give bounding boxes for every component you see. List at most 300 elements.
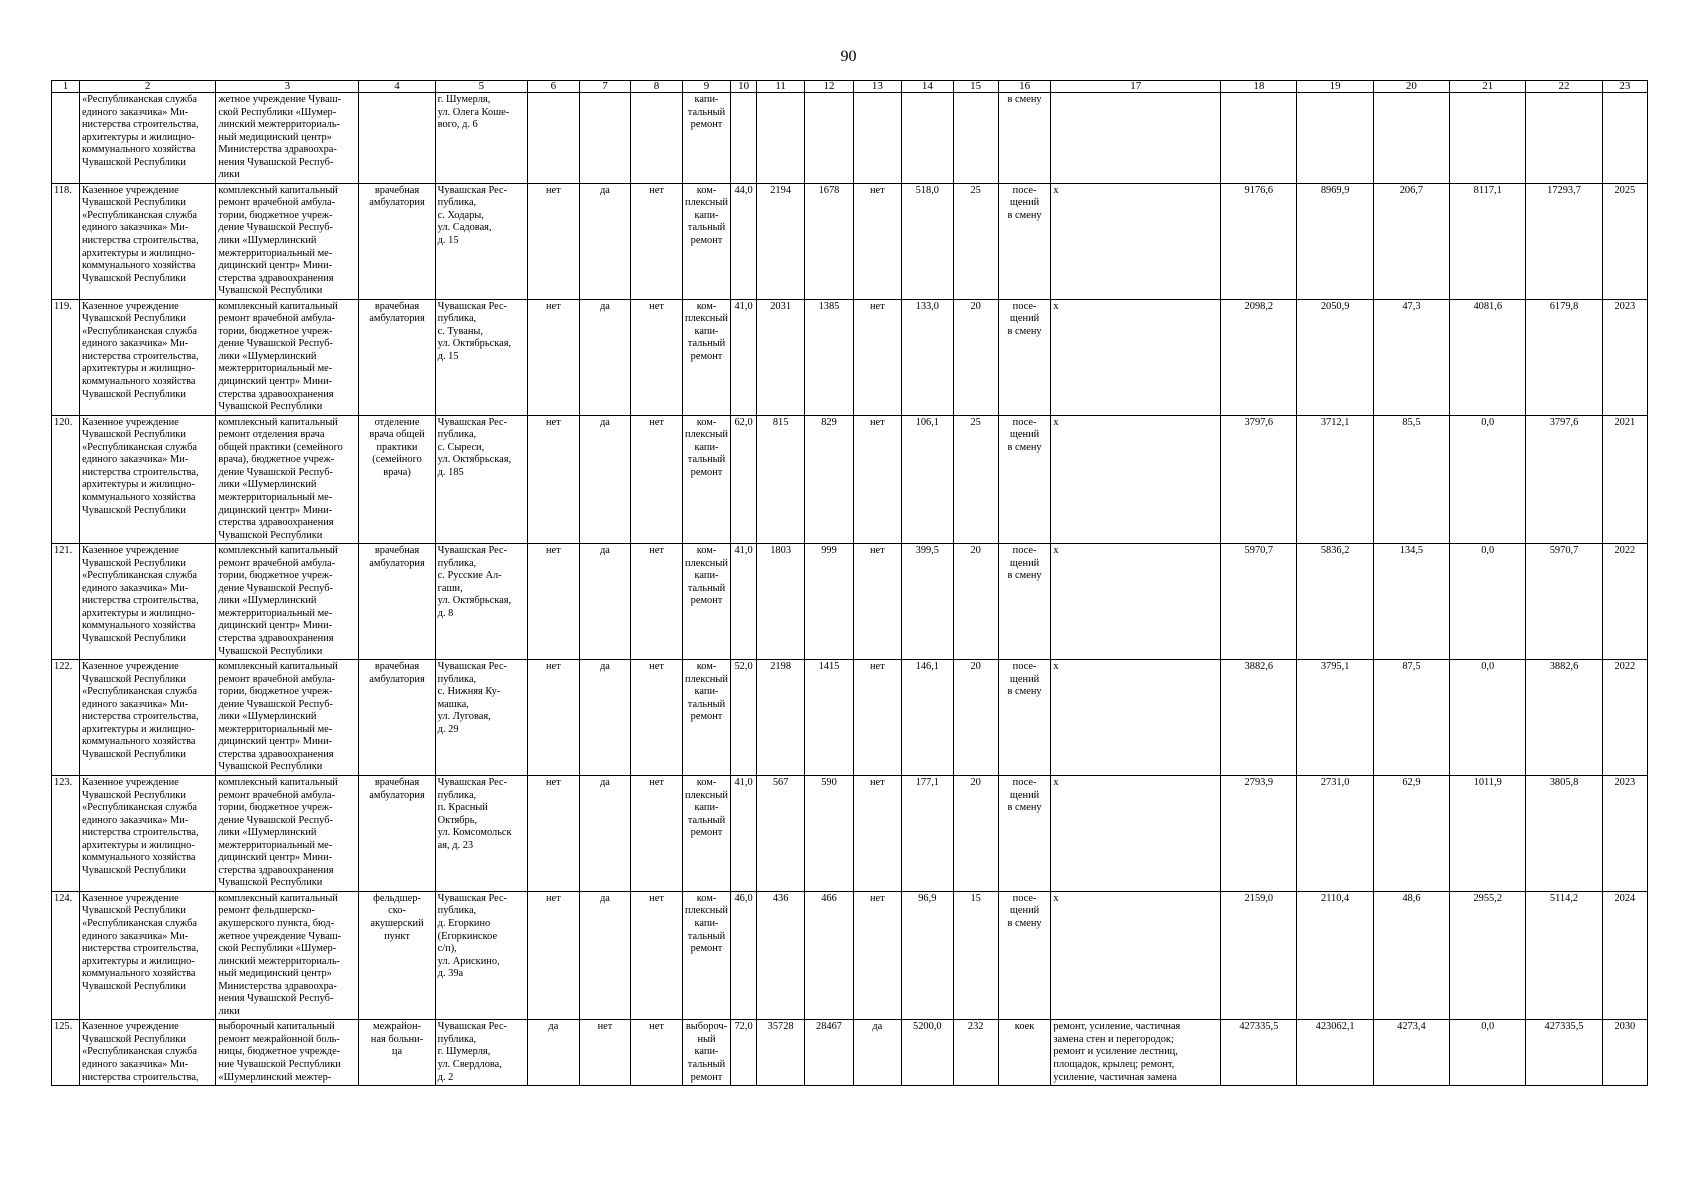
cell-text: 1011,9: [1473, 776, 1502, 788]
cell-text: 3797,6: [1244, 416, 1274, 428]
cell-col-18: [1221, 775, 1297, 891]
cell-text: 4081,6: [1473, 300, 1503, 312]
cell-text: врачебная амбулатория: [369, 545, 425, 569]
cell-text: 25: [970, 416, 981, 428]
cell-text: 8117,1: [1473, 184, 1502, 196]
cell-col-19: [1297, 891, 1373, 1019]
cell-col-21: [1450, 544, 1526, 660]
cell-col-15: [953, 775, 998, 891]
cell-text: 125.: [54, 1021, 73, 1033]
cell-text: посе- щений в смену: [1007, 416, 1042, 453]
cell-text: 20: [970, 776, 981, 788]
cell-col-10: [731, 660, 757, 776]
cell-col-14: [902, 775, 954, 891]
cell-text: 15: [970, 892, 981, 904]
cell-text: Казенное учреждение Чувашской Республики «Республиканская служба единого заказчика» Ми- нистерства строительства, архитектуры и жилищно- коммунального хозяйства Чувашской Республики: [81, 545, 199, 644]
cell-text: да: [599, 661, 610, 673]
cell-col-17: [1051, 299, 1221, 415]
cell-text: 423062,1: [1315, 1021, 1355, 1033]
cell-text: 1803: [770, 545, 792, 557]
cell-text: 829: [821, 416, 837, 428]
cell-col-17: [1051, 891, 1221, 1019]
cell-text: Казенное учреждение Чувашской Республики «Республиканская служба единого заказчика» Ми- нистерства строительства, архитектуры и жилищно- коммунального хозяйства Чувашской Республики: [81, 661, 199, 760]
cell-text: нет: [649, 892, 664, 904]
cell-text: 41,0: [734, 545, 753, 557]
cell-text: 120.: [54, 416, 73, 428]
cell-text: 1415: [818, 661, 840, 673]
cell-text: нет: [869, 661, 885, 673]
cell-text: в смену: [1007, 94, 1042, 105]
cell-col-17: [1051, 93, 1221, 184]
cell-col-12: [805, 415, 853, 543]
cell-col-22: [1526, 891, 1602, 1019]
cell-col-17: [1051, 660, 1221, 776]
cell-text: 20: [970, 300, 981, 312]
column-number-20: 20: [1373, 81, 1449, 93]
cell-text: 122.: [54, 661, 73, 673]
cell-text: капи- тальный ремонт: [687, 94, 726, 131]
cell-text: 25: [970, 184, 981, 196]
cell-text: да: [599, 184, 610, 196]
cell-text: 232: [967, 1021, 984, 1033]
cell-text: 3882,6: [1549, 661, 1579, 673]
cell-text: 3712,1: [1320, 416, 1350, 428]
cell-text: 2098,2: [1244, 300, 1274, 312]
column-number-10: 10: [731, 81, 757, 93]
cell-text: ком- плексный капи- тальный ремонт: [685, 416, 728, 478]
cell-col-17: [1051, 183, 1221, 299]
cell-text: 567: [772, 776, 789, 788]
cell-col-12: [805, 93, 853, 184]
cell-col-6: [528, 1020, 580, 1086]
cell-col-20: [1373, 544, 1449, 660]
cell-col-12: [805, 891, 853, 1019]
cell-text: посе- щений в смену: [1007, 184, 1042, 221]
cell-text: нет: [869, 416, 885, 428]
cell-text: 466: [821, 892, 837, 904]
cell-col-16: [998, 544, 1051, 660]
cell-text: ком- плексный капи- тальный ремонт: [685, 776, 728, 839]
cell-col-16: [998, 660, 1051, 776]
cell-text: нет: [546, 545, 561, 557]
cell-col-5: [435, 544, 527, 660]
cell-text: 2030: [1614, 1021, 1636, 1033]
cell-col-22: [1526, 775, 1602, 891]
cell-col-2: [79, 183, 215, 299]
cell-col-3: [216, 544, 359, 660]
cell-col-3: [216, 775, 359, 891]
cell-text: 5836,2: [1320, 545, 1350, 557]
cell-text: 1385: [818, 300, 840, 312]
cell-col-8: [631, 891, 683, 1019]
cell-col-14: [902, 1020, 954, 1086]
cell-text: нет: [869, 892, 885, 904]
table-row: [52, 1020, 1648, 1086]
cell-col-7: [579, 544, 631, 660]
cell-col-2: [79, 299, 215, 415]
cell-col-15: [953, 183, 998, 299]
cell-col-22: [1526, 299, 1602, 415]
cell-text: 2023: [1614, 300, 1636, 312]
cell-col-11: [756, 1020, 804, 1086]
cell-col-17: [1051, 775, 1221, 891]
cell-text: 0,0: [1481, 545, 1495, 557]
cell-col-7: [579, 299, 631, 415]
cell-col-22: [1526, 183, 1602, 299]
cell-text: Казенное учреждение Чувашской Республики «Республиканская служба единого заказчика» Ми- нистерства строительства, архитектуры и жилищно- коммунального хозяйства Чувашской Республики: [81, 184, 199, 284]
cell-col-9: [682, 660, 730, 776]
cell-col-10: [731, 183, 757, 299]
cell-text: да: [599, 892, 610, 904]
cell-text: да: [548, 1021, 559, 1033]
cell-col-4: [359, 415, 435, 543]
column-number-6: 6: [528, 81, 580, 93]
cell-text: х: [1053, 184, 1059, 196]
cell-col-14: [902, 183, 954, 299]
cell-text: 2110,4: [1321, 892, 1350, 904]
cell-text: межрайон- ная больни- ца: [370, 1021, 424, 1058]
cell-text: 5970,7: [1244, 545, 1274, 557]
cell-col-20: [1373, 775, 1449, 891]
cell-col-9: [682, 299, 730, 415]
cell-col-15: [953, 93, 998, 184]
cell-text: ремонт, усиление, частичная замена стен и перегородок; ремонт и усиление лестниц, площадок, крылец; ремонт, усиление, частичная замена: [1053, 1021, 1181, 1083]
cell-col-3: [216, 415, 359, 543]
cell-text: да: [872, 1021, 883, 1033]
cell-col-14: [902, 415, 954, 543]
cell-col-10: [731, 1020, 757, 1086]
cell-col-14: [902, 660, 954, 776]
cell-text: комплексный капитальный ремонт врачебной амбула- тории, бюджетное учреж- дение Чувашской Респуб- лики «Шумерлинский межтерриториальный ме- дицинский центр» Мини- стерства здравоохранения Чувашской Республики: [218, 661, 338, 773]
cell-text: врачебная амбулатория: [369, 661, 425, 685]
cell-col-9: [682, 891, 730, 1019]
cell-col-19: [1297, 1020, 1373, 1086]
cell-text: Чувашская Рес- публика, с. Русские Ал- гаши, ул. Октябрьская, д. 8: [437, 545, 512, 619]
cell-col-5: [435, 299, 527, 415]
cell-col-5: [435, 183, 527, 299]
cell-col-15: [953, 544, 998, 660]
cell-text: 427335,5: [1239, 1021, 1279, 1033]
capital-repair-table: [51, 80, 1648, 1086]
cell-text: 62,0: [734, 416, 753, 428]
cell-col-4: [359, 544, 435, 660]
cell-col-19: [1297, 415, 1373, 543]
cell-col-14: [902, 544, 954, 660]
cell-text: 2023: [1614, 776, 1636, 788]
cell-col-23: [1602, 891, 1647, 1019]
cell-text: 2022: [1614, 661, 1636, 673]
cell-text: посе- щений в смену: [1007, 545, 1042, 582]
cell-text: 3795,1: [1320, 661, 1350, 673]
column-number-2: 2: [79, 81, 215, 93]
cell-text: Казенное учреждение Чувашской Республики «Республиканская служба единого заказчика» Ми- нистерства строительства, архитектуры и жилищно- коммунального хозяйства Чувашской Республики: [81, 416, 199, 516]
cell-col-18: [1221, 660, 1297, 776]
cell-col-2: [79, 93, 215, 184]
cell-text: 1678: [818, 184, 840, 196]
cell-col-22: [1526, 660, 1602, 776]
cell-col-4: [359, 891, 435, 1019]
cell-col-16: [998, 299, 1051, 415]
cell-text: 6179,8: [1549, 300, 1579, 312]
cell-col-12: [805, 299, 853, 415]
column-number-3: 3: [216, 81, 359, 93]
cell-col-1: [52, 775, 80, 891]
cell-col-2: [79, 544, 215, 660]
cell-col-20: [1373, 660, 1449, 776]
cell-col-12: [805, 660, 853, 776]
cell-text: 47,3: [1402, 300, 1421, 312]
cell-col-9: [682, 93, 730, 184]
cell-col-17: [1051, 1020, 1221, 1086]
table-row: [52, 299, 1648, 415]
cell-col-6: [528, 775, 580, 891]
cell-col-6: [528, 415, 580, 543]
column-number-17: 17: [1051, 81, 1221, 93]
cell-col-17: [1051, 544, 1221, 660]
cell-text: 119.: [54, 300, 72, 312]
cell-col-6: [528, 544, 580, 660]
cell-text: посе- щений в смену: [1007, 300, 1042, 337]
column-number-22: 22: [1526, 81, 1602, 93]
cell-text: Чувашская Рес- публика, п. Красный Октябрь, ул. Комсомольск ая, д. 23: [437, 776, 512, 851]
cell-col-11: [756, 415, 804, 543]
table-row: [52, 93, 1648, 184]
cell-col-10: [731, 415, 757, 543]
cell-col-10: [731, 299, 757, 415]
cell-text: комплексный капитальный ремонт отделения врача общей практики (семейного врача), бюджетное учреж- дение Чувашской Респуб- лики «Шумерлинский межтерриториальный ме- дицинский центр» Мини- стерства здравоохранения Чувашской Республики: [218, 416, 343, 541]
cell-col-6: [528, 891, 580, 1019]
cell-text: посе- щений в смену: [1007, 661, 1042, 698]
cell-col-10: [731, 93, 757, 184]
cell-text: комплексный капитальный ремонт врачебной амбула- тории, бюджетное учреж- дение Чувашской Респуб- лики «Шумерлинский межтерриториальный ме- дицинский центр» Мини- стерства здравоохранения Чувашской Республики: [218, 300, 338, 413]
cell-text: посе- щений в смену: [1007, 776, 1042, 814]
cell-col-12: [805, 544, 853, 660]
cell-text: нет: [649, 416, 664, 428]
cell-text: да: [599, 300, 610, 312]
cell-text: 20: [970, 545, 981, 557]
cell-col-7: [579, 660, 631, 776]
cell-col-9: [682, 544, 730, 660]
cell-text: 28467: [816, 1021, 842, 1033]
cell-text: 8969,9: [1320, 184, 1350, 196]
cell-text: Казенное учреждение Чувашской Республики «Республиканская служба единого заказчика» Ми- нистерства строительства,: [81, 1021, 199, 1083]
cell-text: 146,1: [915, 661, 940, 673]
cell-text: нет: [649, 661, 664, 673]
cell-col-1: [52, 183, 80, 299]
cell-text: Чувашская Рес- публика, с. Сыреси, ул. Октябрьская, д. 185: [437, 416, 512, 478]
cell-col-1: [52, 544, 80, 660]
cell-text: 3797,6: [1549, 416, 1579, 428]
cell-text: г. Шумерля, ул. Олега Коше- вого, д. 6: [437, 94, 510, 131]
cell-text: комплексный капитальный ремонт фельдшерско- акушерского пункта, бюд- жетное учреждение Чуваш- ской Республики «Шумер- линский межтерриториаль- ный медицинский центр» Министерства здравоохра- нения Чувашской Респуб- лики: [218, 892, 342, 1017]
cell-text: Чувашская Рес- публика, д. Егоркино (Егоркинское с/п), ул. Арискино, д. 39а: [437, 892, 508, 980]
cell-col-20: [1373, 299, 1449, 415]
cell-col-10: [731, 544, 757, 660]
cell-col-1: [52, 1020, 80, 1086]
cell-col-3: [216, 660, 359, 776]
cell-col-20: [1373, 415, 1449, 543]
cell-text: 0,0: [1481, 416, 1495, 428]
cell-col-23: [1602, 544, 1647, 660]
cell-col-11: [756, 891, 804, 1019]
cell-col-8: [631, 660, 683, 776]
column-number-12: 12: [805, 81, 853, 93]
cell-col-11: [756, 93, 804, 184]
cell-col-6: [528, 660, 580, 776]
cell-col-15: [953, 1020, 998, 1086]
cell-text: выбороч- ный капи- тальный ремонт: [685, 1021, 728, 1083]
cell-col-12: [805, 1020, 853, 1086]
cell-text: Казенное учреждение Чувашской Республики «Республиканская служба единого заказчика» Ми- нистерства строительства, архитектуры и жилищно- коммунального хозяйства Чувашской Республики: [81, 776, 199, 876]
cell-col-16: [998, 415, 1051, 543]
cell-text: 124.: [54, 892, 73, 904]
cell-text: 2198: [770, 661, 792, 673]
cell-col-18: [1221, 93, 1297, 184]
cell-text: 2793,9: [1244, 776, 1274, 788]
cell-col-18: [1221, 415, 1297, 543]
cell-col-22: [1526, 1020, 1602, 1086]
cell-text: х: [1053, 545, 1059, 557]
cell-col-23: [1602, 775, 1647, 891]
cell-text: 3805,8: [1549, 776, 1579, 788]
cell-text: комплексный капитальный ремонт врачебной амбула- тории, бюджетное учреж- дение Чувашской Респуб- лики «Шумерлинский межтерриториальный ме- дицинский центр» Мини- стерства здравоохранения Чувашской Республики: [218, 776, 338, 889]
cell-text: х: [1053, 776, 1059, 788]
cell-text: 999: [821, 545, 837, 557]
cell-text: 2159,0: [1244, 892, 1274, 904]
cell-text: нет: [546, 184, 561, 196]
cell-text: Чувашская Рес- публика, с. Туваны, ул. Октябрьская, д. 15: [437, 300, 512, 362]
cell-col-2: [79, 660, 215, 776]
cell-text: «Республиканская служба единого заказчика» Ми- нистерства строительства, архитектуры и жилищно- коммунального хозяйства Чувашской Республики: [81, 94, 199, 168]
column-number-21: 21: [1450, 81, 1526, 93]
cell-col-8: [631, 775, 683, 891]
cell-text: 5114,2: [1549, 892, 1579, 904]
cell-col-13: [853, 544, 901, 660]
cell-text: х: [1053, 892, 1059, 904]
cell-text: 2955,2: [1473, 892, 1503, 904]
column-number-13: 13: [853, 81, 901, 93]
cell-col-18: [1221, 891, 1297, 1019]
cell-text: 206,7: [1399, 184, 1424, 196]
cell-text: 2194: [770, 184, 792, 196]
cell-col-7: [579, 93, 631, 184]
cell-text: нет: [546, 892, 561, 904]
cell-col-8: [631, 183, 683, 299]
cell-text: 0,0: [1481, 1021, 1495, 1033]
cell-col-8: [631, 299, 683, 415]
cell-col-22: [1526, 415, 1602, 543]
cell-col-1: [52, 891, 80, 1019]
cell-col-8: [631, 93, 683, 184]
cell-col-15: [953, 415, 998, 543]
cell-text: 2731,0: [1320, 776, 1350, 788]
cell-col-18: [1221, 544, 1297, 660]
cell-col-7: [579, 891, 631, 1019]
cell-text: 177,1: [915, 776, 940, 788]
cell-col-6: [528, 183, 580, 299]
cell-text: 2031: [770, 300, 792, 312]
cell-text: нет: [649, 184, 664, 196]
cell-text: 123.: [54, 776, 73, 788]
cell-text: нет: [546, 776, 561, 788]
column-number-8: 8: [631, 81, 683, 93]
cell-col-11: [756, 660, 804, 776]
cell-col-7: [579, 775, 631, 891]
cell-col-22: [1526, 544, 1602, 660]
cell-text: 2021: [1614, 416, 1636, 428]
cell-col-8: [631, 1020, 683, 1086]
cell-col-16: [998, 1020, 1051, 1086]
cell-col-5: [435, 93, 527, 184]
cell-col-4: [359, 1020, 435, 1086]
cell-text: 52,0: [734, 661, 753, 673]
column-number-7: 7: [579, 81, 631, 93]
cell-text: 121.: [54, 545, 73, 557]
column-number-16: 16: [998, 81, 1051, 93]
cell-text: 17293,7: [1547, 184, 1581, 196]
cell-col-6: [528, 93, 580, 184]
cell-text: нет: [546, 416, 561, 428]
cell-col-16: [998, 891, 1051, 1019]
cell-text: ком- плексный капи- тальный ремонт: [685, 661, 728, 723]
cell-text: Чувашская Рес- публика, с. Ходары, ул. Садовая, д. 15: [437, 184, 508, 247]
cell-col-10: [731, 775, 757, 891]
cell-col-4: [359, 93, 435, 184]
cell-col-4: [359, 660, 435, 776]
column-number-9: 9: [682, 81, 730, 93]
cell-text: 2050,9: [1320, 300, 1350, 312]
cell-col-10: [731, 891, 757, 1019]
cell-text: 118.: [54, 184, 72, 196]
cell-col-19: [1297, 544, 1373, 660]
cell-text: 85,5: [1402, 416, 1421, 428]
cell-text: 62,9: [1402, 776, 1421, 788]
cell-text: комплексный капитальный ремонт врачебной амбула- тории, бюджетное учреж- дение Чувашской Респуб- лики «Шумерлинский межтерриториальный ме- дицинский центр» Мини- стерства здравоохранения Чувашской Республики: [218, 545, 338, 657]
cell-col-5: [435, 891, 527, 1019]
cell-text: Чувашская Рес- публика, г. Шумерля, ул. Свердлова, д. 2: [437, 1021, 508, 1083]
column-number-18: 18: [1221, 81, 1297, 93]
cell-text: нет: [649, 300, 664, 312]
cell-col-21: [1450, 93, 1526, 184]
cell-col-11: [756, 544, 804, 660]
cell-col-11: [756, 299, 804, 415]
cell-col-2: [79, 415, 215, 543]
cell-col-19: [1297, 775, 1373, 891]
cell-col-21: [1450, 660, 1526, 776]
cell-text: 87,5: [1402, 661, 1421, 673]
cell-text: 35728: [767, 1021, 794, 1033]
table-row: [52, 415, 1648, 543]
cell-col-21: [1450, 775, 1526, 891]
column-number-5: 5: [435, 81, 527, 93]
column-number-11: 11: [756, 81, 804, 93]
cell-col-14: [902, 891, 954, 1019]
cell-col-1: [52, 299, 80, 415]
cell-text: 133,0: [915, 300, 940, 312]
cell-text: да: [599, 416, 610, 428]
cell-col-7: [579, 183, 631, 299]
cell-col-4: [359, 775, 435, 891]
cell-text: ком- плексный капи- тальный ремонт: [685, 545, 728, 607]
cell-col-13: [853, 183, 901, 299]
cell-col-20: [1373, 891, 1449, 1019]
cell-text: врачебная амбулатория: [369, 300, 425, 325]
cell-text: 518,0: [915, 184, 940, 196]
cell-col-17: [1051, 415, 1221, 543]
table-body: [52, 93, 1648, 1086]
table-row: [52, 775, 1648, 891]
cell-text: нет: [649, 776, 664, 788]
